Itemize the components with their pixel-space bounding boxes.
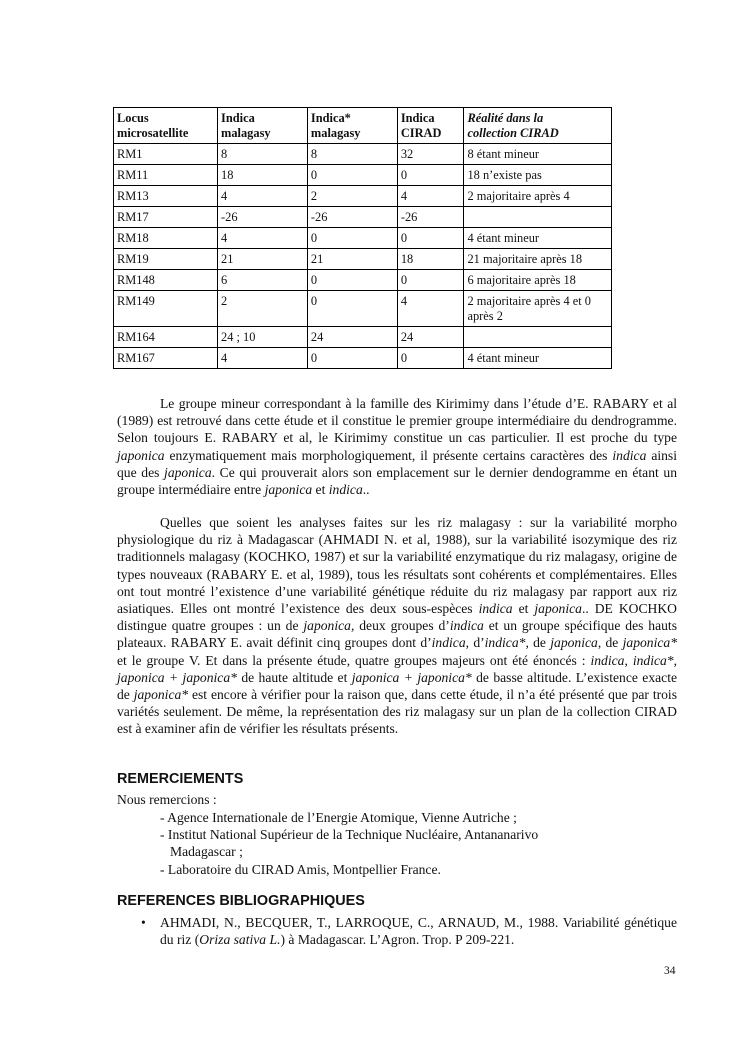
acknowledgements-intro: Nous remercions :	[117, 792, 217, 807]
table-header-row	[114, 108, 612, 144]
table-row	[114, 327, 612, 348]
table-cell: 4	[397, 291, 464, 327]
table-cell: 0	[307, 291, 397, 327]
table-cell: 4 étant mineur	[464, 348, 612, 369]
table-cell: 2 majoritaire après 4 et 0 après 2	[464, 291, 612, 327]
header-indica-malagasy: Indica malagasy	[218, 108, 308, 144]
table-row	[114, 270, 612, 291]
table-row	[114, 207, 612, 228]
reference-item	[117, 914, 677, 948]
table-cell	[464, 207, 612, 228]
header-indica-cirad: Indica CIRAD	[397, 108, 464, 144]
acknowledgements-list	[160, 809, 538, 878]
header-locus: Locus microsatellite	[114, 108, 218, 144]
table-cell: 8	[218, 144, 308, 165]
list-item: - Institut National Supérieur de la Technique Nucléaire, Antananarivo	[160, 827, 539, 843]
table-cell: 2	[307, 186, 397, 207]
table-cell: 0	[307, 165, 397, 186]
table-cell: 8	[307, 144, 397, 165]
header-indica-star-malagasy: Indica* malagasy	[307, 108, 397, 144]
table-cell: 4 étant mineur	[464, 228, 612, 249]
table-row	[114, 228, 612, 249]
table-cell: 4	[218, 348, 308, 369]
table-row	[114, 186, 612, 207]
table-cell: 6	[218, 270, 308, 291]
table-cell: 6 majoritaire après 18	[464, 270, 612, 291]
table-cell: RM149	[114, 291, 218, 327]
table-cell: 0	[397, 348, 464, 369]
references-heading: REFERENCES BIBLIOGRAPHIQUES	[117, 893, 365, 909]
paragraph-kirimimy: Le groupe mineur correspondant à la famille des Kirimimy dans l’étude d’E. RABARY et al (1989) est retrouvé dans cette étude et il constitue le premier groupe intermédiaire du dendrogramme. Selon toujours E. RABARY et al, le Kirimimy constitue un cas particulier. Il est proche du type japonica enzymatiquement mais morphologiquement, il présente certains caractères des indica ainsi que des japonica. Ce qui prouverait alors son emplacement sur le dernier dendogramme en étant un groupe intermédiaire entre japonica et indica..	[117, 396, 678, 498]
table-cell: 0	[307, 228, 397, 249]
table-cell: 8 étant mineur	[464, 144, 612, 165]
table-cell: 0	[307, 348, 397, 369]
list-item-continuation: Madagascar ;	[170, 844, 243, 860]
table-cell: -26	[397, 207, 464, 228]
table-row	[114, 348, 612, 369]
page-number: 34	[664, 965, 676, 977]
table-cell: RM11	[114, 165, 218, 186]
table-cell: 21 majoritaire après 18	[464, 249, 612, 270]
table-cell: -26	[218, 207, 308, 228]
paragraph-analyses: Quelles que soient les analyses faites sur les riz malagasy : sur la variabilité morpho physiologique du riz à Madagascar (AHMADI N. et al, 1988), sur la variabilité isozymique des riz traditionnels malagasy (KOCHKO, 1987) et sur la variabilité enzymatique du riz malagasy, origine de types nouveaux (RABARY E. et al, 1989), tous les résultats sont cohérents et complémentaires. Elles ont tout montré l’existence d’une variabilité génétique réduite du riz malagasy par rapport aux riz asiatiques. Elles ont montré l’existence des deux sous-espèces indica et japonica.. DE KOCHKO distingue quatre groupes : un de japonica, deux groupes d’indica et un groupe spécifique des hauts plateaux. RABARY E. avait définit cinq groupes dont d’indica, d’indica*, de japonica, de japonica* et le groupe V. Et dans la présente étude, quatre groupes majeurs ont été énoncés : indica, indica*, japonica + japonica* de haute altitude et japonica + japonica* de basse altitude. L’existence exacte de japonica* est encore à vérifier pour la raison que, dans cette étude, il n’a été présenté que par trois variétés seulement. De même, la représentation des riz malagasy sur un plan de la collection CIRAD est à examiner afin de vérifier les résultats présents.	[117, 515, 678, 737]
table-cell: RM164	[114, 327, 218, 348]
header-realite-cirad: Réalité dans la collection CIRAD	[464, 108, 612, 144]
table-cell: -26	[307, 207, 397, 228]
microsatellite-table	[113, 107, 612, 369]
reference-text: AHMADI, N., BECQUER, T., LARROQUE, C., ARNAUD, M., 1988. Variabilité génétique du riz (Oriza sativa L.) à Madagascar. L’Agron. Trop. P 209-221.	[160, 915, 677, 948]
acknowledgements-heading: REMERCIEMENTS	[117, 771, 244, 787]
list-item: - Laboratoire du CIRAD Amis, Montpellier France.	[160, 861, 441, 877]
table-cell: 21	[218, 249, 308, 270]
table-cell: RM13	[114, 186, 218, 207]
table-cell: 4	[397, 186, 464, 207]
table-cell: 4	[218, 228, 308, 249]
table-row	[114, 165, 612, 186]
table-cell: 0	[397, 270, 464, 291]
table-cell: 18	[218, 165, 308, 186]
table-row	[114, 291, 612, 327]
table-cell: 0	[397, 228, 464, 249]
table-row	[114, 144, 612, 165]
table-cell: 18 n’existe pas	[464, 165, 612, 186]
bullet-icon: •	[141, 915, 146, 930]
table-cell: 18	[397, 249, 464, 270]
table-cell: RM19	[114, 249, 218, 270]
table-cell: 24	[397, 327, 464, 348]
table-cell	[464, 327, 612, 348]
list-item: - Agence Internationale de l’Energie Atomique, Vienne Autriche ;	[160, 810, 517, 825]
table-cell: 32	[397, 144, 464, 165]
table-cell: RM17	[114, 207, 218, 228]
table-cell: 21	[307, 249, 397, 270]
table-cell: 4	[218, 186, 308, 207]
table-cell: RM1	[114, 144, 218, 165]
table-cell: 0	[307, 270, 397, 291]
table-row	[114, 249, 612, 270]
table-cell: RM167	[114, 348, 218, 369]
table-cell: 2	[218, 291, 308, 327]
table-cell: RM148	[114, 270, 218, 291]
table-cell: 24	[307, 327, 397, 348]
table-cell: RM18	[114, 228, 218, 249]
table-cell: 24 ; 10	[218, 327, 308, 348]
table-cell: 0	[397, 165, 464, 186]
table-cell: 2 majoritaire après 4	[464, 186, 612, 207]
